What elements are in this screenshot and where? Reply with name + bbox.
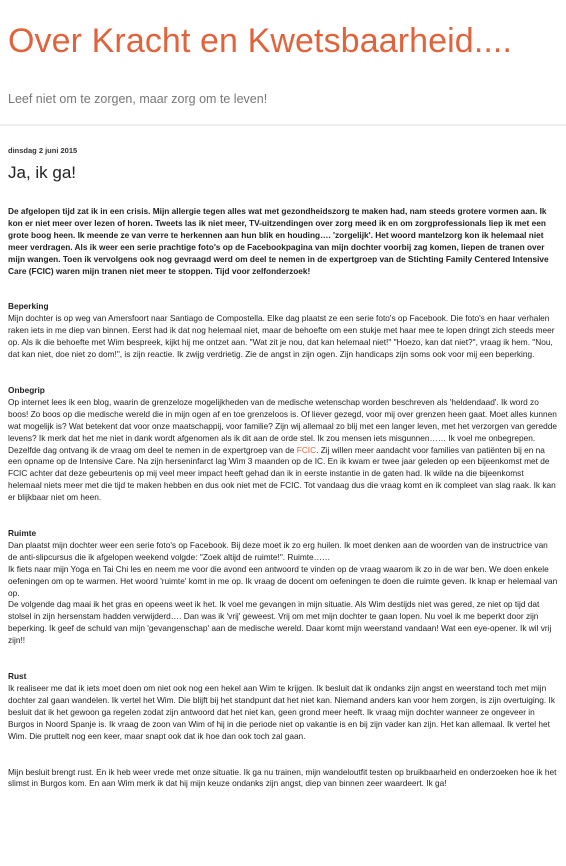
header-divider xyxy=(0,124,566,126)
section-paragraph: Dan plaatst mijn dochter weer een serie foto's op Facebook. Bij deze moet ik zo erg huilen. Ik moet denken aan de woorden van de instructrice van de anti-slipcursus die ik afgelopen weekend volgde: "Zoek altijd de ruimte!". Ruimte…… xyxy=(8,539,548,562)
section-rust xyxy=(8,671,558,742)
section-beperking xyxy=(8,301,558,361)
post-closing: Mijn besluit brengt rust. En ik heb weer vrede met onze situatie. Ik ga nu trainen, mijn wandeloutfit testen op bruikbaarheid en onderzoeken hoe ik het slimst in Burgos kom. En aan Wim merk ik dat hij mijn keuze ondanks zijn angst, diep van binnen zeer waardeert. Ik ga! xyxy=(8,766,557,789)
section-paragraph: Ik fiets naar mijn Yoga en Tai Chi les en neem me voor die avond een antwoord te vinden op de vraag waarom ik zo in de war ben. We doen enkele oefeningen om op te warmen. Het woord 'ruimte' komt in me op. Ik vraag de docent om oefeningen te doen die ruimte geven. Ik knap er helemaal van op. xyxy=(8,563,558,598)
section-heading: Onbegrip xyxy=(8,384,45,395)
blog-tagline: Leef niet om te zorgen, maar zorg om te leven! xyxy=(8,92,268,106)
blog-title[interactable]: Over Kracht en Kwetsbaarheid.... xyxy=(8,22,513,60)
section-text: Mijn dochter is op weg van Amersfoort naar Santiago de Compostella. Elke dag plaatst ze een serie foto's op Facebook. Die foto's en haar verhalen raken iets in me diep van binnen. Eerst had ik dat nog helemaal niet, maar de behoefte om een stukje met haar mee te lopen dringt zich steeds meer op. Als ik die behoefte met Wim bespreek, kijkt hij me ontzet aan. "Wat zit je nou, dat kan helemaal niet!" "Hoezo, kan dat niet?", vraag ik hem. "Nou, dat kan niet, doe niet zo dom!", is zijn reactie. Ik zwijg verdrietig. Zie de angst in zijn ogen. Zijn handicaps zijn soms ook voor mij een beperking. xyxy=(8,313,555,360)
section-ruimte xyxy=(8,528,558,647)
fcic-link[interactable]: FCIC xyxy=(296,444,317,455)
section-heading: Beperking xyxy=(8,301,49,312)
post-date: dinsdag 2 juni 2015 xyxy=(8,146,78,155)
post-title[interactable]: Ja, ik ga! xyxy=(8,163,77,182)
section-heading: Rust xyxy=(8,671,27,682)
post-intro: De afgelopen tijd zat ik in een crisis. Mijn allergie tegen alles wat met gezondheidszorg te maken had, nam steeds grotere vormen aan. Ik kon er niet meer over lezen of horen. Tweets las ik niet meer, TV-uitzendingen over zorg meed ik en om zorgprofessionals liep ik met een grote boog heen. Ik meende ze van verre te herkennen aan hun blik en houding…. 'zorgelijk'. Het woord mantelzorg kon ik helemaal niet meer verdragen. Als ik weer een serie prachtige foto's op de Facebookpagina van mijn dochter voorbij zag komen, liepen de tranen over mijn wangen. Toen ik vervolgens ook nog gevraagd werd om deel te nemen in de expertgroep van de Stichting Family Centered Intensive Care (FCIC) waren mijn tranen niet meer te stoppen. Tijd voor zelfonderzoek! xyxy=(8,206,549,276)
section-text-part: Op internet lees ik een blog, waarin de grenzeloze mogelijkheden van de medische wetenschap worden beschreven als 'heldendaad'. Ik word zo boos! Zo boos op die medische wereld die in mijn ogen af en toe grenzeloos is. Of liever gezegd, voor mij over grenzen heen gaat. Moet alles kunnen wat mogelijk is? Wat betekent dat voor onze maatschappij, voor familie? Zijn wij allemaal zo blij met een langer leven, met het verzorgen van geredde levens? Ik merk dat het me niet in dank wordt afgenomen als ik dit aan de orde stel. Ik zou mensen iets misgunnen…… Ik voel me onbegrepen. Dezelfde dag ontvang ik de vraag om deel te nemen in de expertgroep van de xyxy=(8,396,557,455)
section-onbegrip xyxy=(8,385,558,504)
section-text: Ik realiseer me dat ik iets moet doen om niet ook nog een hekel aan Wim te krijgen. Ik besluit dat ik ondanks zijn angst en weerstand toch met mijn dochter zal gaan wandelen. Ik vertel het Wim. Die blijft bij het standpunt dat het niet kan. Niemand anders kan voor hem zorgen, is zijn overtuiging. Ik besluit dat ik het gewoon ga regelen zodat zijn antwoord dat het niet kan, geen grond meer heeft. Ik vraag mijn dochter wanneer ze ongeveer in Burgos in Noord Spanje is. Ik vraag de zoon van Wim of hij in die periode niet op vakantie is en bij zijn vader kan zijn. Het kan allemaal. Ik vertel het Wim. Die pruttelt nog een keer, maar snapt ook dat ik hoe dan ook toch zal gaan. xyxy=(8,683,555,741)
post-body xyxy=(8,206,558,790)
section-heading: Ruimte xyxy=(8,528,37,539)
section-text xyxy=(8,397,558,504)
section-text-part: . Zij willen meer aandacht voor families van patiënten bij en na een opname op de Intensive Care. Na zijn herseninfarct lag Wim 3 maanden op de IC. En ik kwam er twee jaar geleden op een bijeenkomst met de FCIC achter dat deze gebeurtenis op mij veel meer impact heeft gehad dan ik in eerste instantie in de gaten had. Ik wilde na die bijeenkomst helemaal niets meer met die tijd te maken hebben en dus ook niet met de FCIC. Tot vandaag dus die vraag komt en ik compleet van slag raak. Ik kan er blijkbaar niet om heen. xyxy=(8,444,556,503)
section-paragraph: De volgende dag maai ik het gras en opeens weet ik het. Ik voel me gevangen in mijn situatie. Als Wim destijds niet was gered, ze niet op tijd dat stolsel in zijn hersenstam hadden verwijderd…. Dan was ik 'vrij' geweest. Vrij om met mijn dochter te gaan lopen. Nu voel ik me beperkt door zijn beperking. Ik geef de schuld van mijn 'gevangenschap' aan de medische wereld. Daar komt mijn weerstand vandaan! Wat een eye-opener. Ik wil vrij zijn!! xyxy=(8,599,552,646)
